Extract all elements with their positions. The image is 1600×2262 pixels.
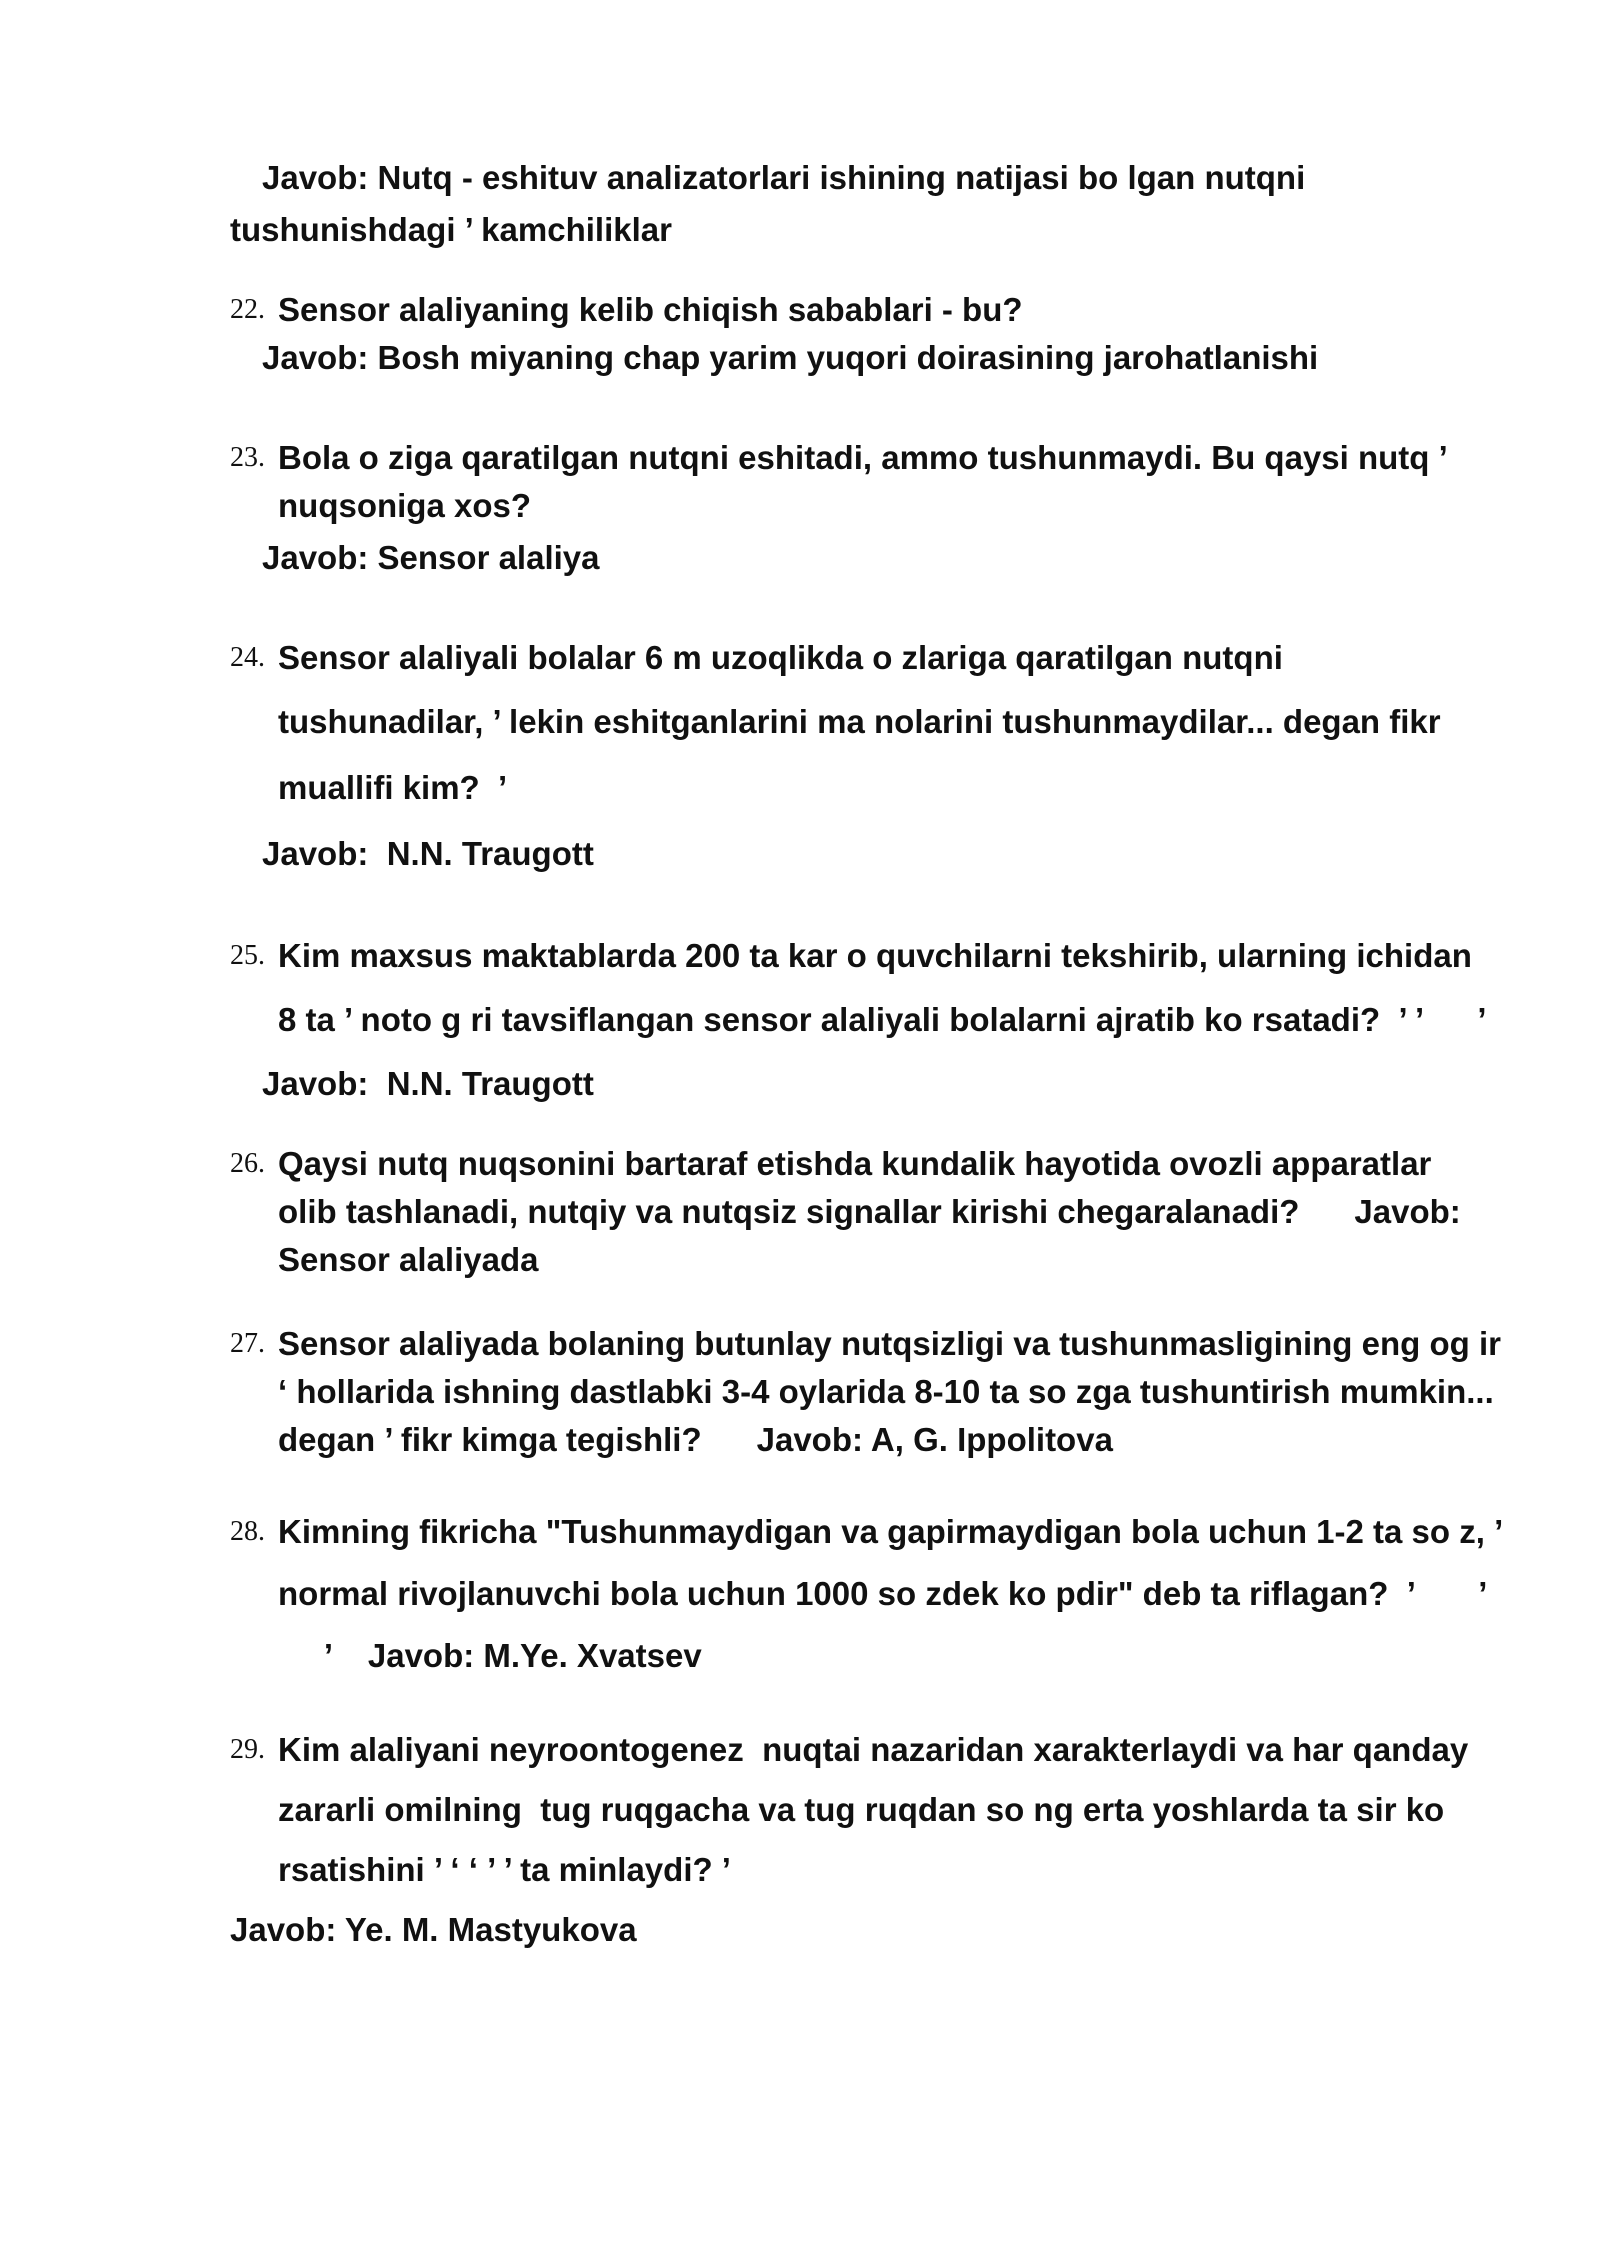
question-26-line-2: olib tashlanadi, nutqiy va nutqsiz signallar kirishi chegaralanadi? Javob: — [278, 1193, 1461, 1230]
question-29-line-1: Kim alaliyani neyroontogenez nuqtai nazaridan xarakterlaydi va har qanday — [278, 1731, 1469, 1768]
question-24-line-1: Sensor alaliyali bolalar 6 m uzoqlikda o zlariga qaratilgan nutqni — [278, 639, 1283, 676]
question-number-25: 25. — [230, 940, 265, 971]
question-24-line-3: muallifi kim? ’ — [278, 769, 508, 806]
question-29-answer: Javob: Ye. M. Mastyukova — [230, 1911, 637, 1948]
question-26-line-3: Sensor alaliyada — [278, 1241, 539, 1278]
question-22-line-1: Sensor alaliyaning kelib chiqish sabablari - bu? — [278, 291, 1023, 328]
question-number-24: 24. — [230, 642, 265, 673]
question-number-29: 29. — [230, 1734, 265, 1765]
question-23-answer: Javob: Sensor alaliya — [262, 539, 600, 576]
question-28-line-1: Kimning fikricha "Tushunmaydigan va gapirmaydigan bola uchun 1-2 ta so z, ’ — [278, 1513, 1504, 1550]
question-22-answer: Javob: Bosh miyaning chap yarim yuqori doirasining jarohatlanishi — [262, 339, 1319, 376]
question-25-answer: Javob: N.N. Traugott — [262, 1065, 594, 1102]
question-23-line-1: Bola o ziga qaratilgan nutqni eshitadi, ammo tushunmaydi. Bu qaysi nutq ’ — [278, 439, 1448, 476]
question-27-line-3: degan ’ fikr kimga tegishli? Javob: A, G. Ippolitova — [278, 1421, 1113, 1458]
question-28-line-3: ’ Javob: M.Ye. Xvatsev — [278, 1637, 702, 1674]
intro-answer-line-2: tushunishdagi ’ kamchiliklar — [230, 211, 672, 248]
question-28-line-2: normal rivojlanuvchi bola uchun 1000 so zdek ko pdir" deb ta riflagan? ’ ’ — [278, 1575, 1488, 1612]
question-29-line-2: zararli omilning tug ruqgacha va tug ruqdan so ng erta yoshlarda ta sir ko — [278, 1791, 1445, 1828]
intro-answer-line-1: Javob: Nutq - eshituv analizatorlari ishining natijasi bo lgan nutqni — [262, 159, 1306, 196]
question-number-23: 23. — [230, 442, 265, 473]
question-24-line-2: tushunadilar, ’ lekin eshitganlarini ma nolarini tushunmaydilar... degan fikr — [278, 703, 1441, 740]
question-number-26: 26. — [230, 1148, 265, 1179]
question-number-27: 27. — [230, 1328, 265, 1359]
question-number-22: 22. — [230, 294, 265, 325]
question-24-answer: Javob: N.N. Traugott — [262, 835, 594, 872]
question-27-line-2: ‘ hollarida ishning dastlabki 3-4 oylarida 8-10 ta so zga tushuntirish mumkin... — [278, 1373, 1494, 1410]
question-29-line-3: rsatishini ’ ‘ ‘ ’ ’ ta minlaydi? ’ — [278, 1851, 731, 1888]
question-27-line-1: Sensor alaliyada bolaning butunlay nutqsizligi va tushunmasligining eng og ir — [278, 1325, 1501, 1362]
question-25-line-1: Kim maxsus maktablarda 200 ta kar o quvchilarni tekshirib, ularning ichidan — [278, 937, 1472, 974]
question-26-line-1: Qaysi nutq nuqsonini bartaraf etishda kundalik hayotida ovozli apparatlar — [278, 1145, 1432, 1182]
question-23-line-2: nuqsoniga xos? — [278, 487, 532, 524]
question-number-28: 28. — [230, 1516, 265, 1547]
question-25-line-2: 8 ta ’ noto g ri tavsiflangan sensor alaliyali bolalarni ajratib ko rsatadi? ’ ’ ’ — [278, 1001, 1487, 1038]
